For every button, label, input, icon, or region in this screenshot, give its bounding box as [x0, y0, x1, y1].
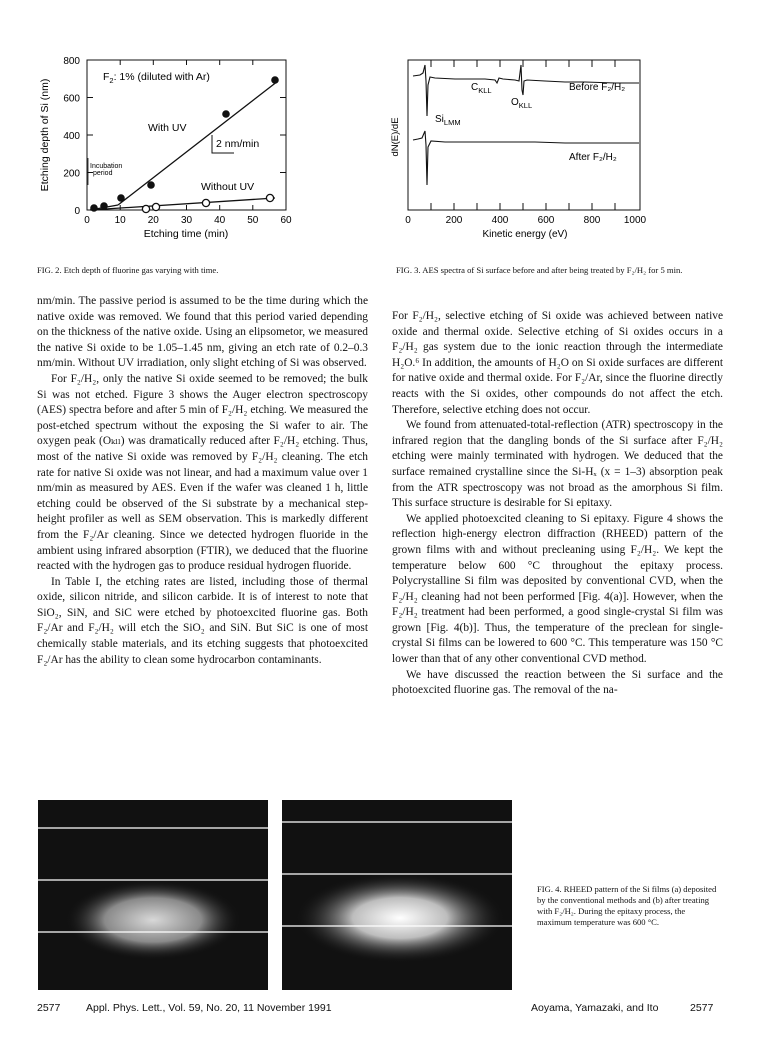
fig2-etch-depth-plot — [30, 45, 300, 260]
fig2-with-uv-point — [117, 194, 125, 202]
fig2-ytick-400: 400 — [63, 131, 80, 142]
fig4b-rheed-image — [282, 800, 512, 990]
fig3-xtick-200: 200 — [445, 215, 463, 226]
fig2-with-uv-point — [271, 76, 279, 84]
fig3-top-ticks — [431, 60, 615, 67]
footer-right-page-number: 2577 — [690, 1002, 714, 1014]
fig2-caption: FIG. 2. Etch depth of fluorine gas varying with time. — [37, 265, 219, 275]
fig2-ytick-800: 800 — [63, 56, 80, 67]
fig2-with-uv-point — [100, 202, 108, 210]
fig2-y-axis-label: Etching depth of Si (nm) — [39, 78, 51, 192]
fig2-without-uv-label: Without UV — [201, 181, 255, 193]
fig3-xtick-1000: 1000 — [623, 215, 647, 226]
fig2-x-axis-label: Etching time (min) — [143, 228, 229, 240]
fig3-okll-label: $O_{KLL}$ — [511, 97, 533, 110]
fig3-after-label: After F₂/H₂ — [569, 152, 617, 163]
left-paragraph-1: nm/min. The passive period is assumed to be the time during which the native oxide was removed. We found that this period varied depending on the thickness of the native oxide. Using an elipsometor, we measured the native Si oxide to be 1.05–1.45 nm, giving an etch rate of 0.2–0.3 nm/min. Without UV irradiation, only slight etching of Si was observed. — [37, 295, 368, 370]
right-text-column — [392, 309, 723, 699]
fig3-caption: FIG. 3. AES spectra of Si surface before and after being treated by F₂/H₂ for 5 min. — [396, 265, 683, 275]
fig2-with-uv-point — [147, 181, 155, 189]
footer-journal-citation: Appl. Phys. Lett., Vol. 59, No. 20, 11 November 1991 — [86, 1002, 332, 1014]
right-paragraph-1: For F₂/H₂, selective etching of Si oxide was achieved between native oxide and thermal oxide. Selective etching of Si oxides occurs in a F₂/H₂ gas system due to the ionic reaction through the intermediate H₂O.⁶ In addition, the amounts of H₂O on Si oxide surfaces are different for native oxide and thermal oxide. For F₂/Ar, since the fluorine directly reacts with the Si oxides, other compounds do not affect the etch. Therefore, selective etching does not occur. — [392, 310, 723, 416]
fig2-legend: $F_2$: 1% (diluted with Ar) — [103, 71, 210, 85]
fig2-incubation-label: Incubation — [90, 163, 123, 170]
fig3-aes-spectra-plot — [385, 45, 665, 240]
fig2-xtick-60: 60 — [280, 215, 292, 226]
left-paragraph-3: In Table I, the etching rates are listed, including those of thermal oxide, silicon nitride, and silicon carbide. It is of interest to note that SiO₂, SiN, and SiC were etched by photoexcited fluorine gas. Both F₂/Ar and F₂/H₂ will etch the SiO₂ and SiN. But SiC is one of most chemically stable materials, and its etching suggests that photoexcited F₂/Ar has the ability to clean some hydrocarbon contaminants. — [37, 575, 368, 666]
fig2-without-uv-point — [152, 203, 159, 210]
right-paragraph-2: We found from attenuated-total-reflection (ATR) spectroscopy in the infrared region that the dangling bonds of the Si surface after F₂/H₂ etching were mainly terminated with hydrogen. We deduced that the surface remained crystalline since the Si-Hₓ (x = 1–3) absorption peak from the ATR spectroscopy was not broad as the amorphous Si film. This surface structure is desirable for Si epitaxy. — [392, 419, 723, 510]
fig4-caption: FIG. 4. RHEED pattern of the Si films (a) deposited by the conventional methods and (b) after treating with F₂/H₂. During the epitaxy process, the maximum temperature was 600 °C. — [537, 884, 717, 927]
fig2-ytick-200: 200 — [63, 168, 80, 180]
fig2-without-uv-point — [266, 194, 273, 201]
fig3-y-axis-label: dN(E)/dE — [390, 117, 401, 157]
fig2-xtick-20: 20 — [147, 215, 159, 226]
fig3-xtick-800: 800 — [583, 215, 601, 226]
fig3-silmm-label: $Si_{LMM}$ — [435, 114, 461, 127]
fig2-without-uv-point — [142, 205, 149, 212]
fig2-period-label: period — [93, 170, 113, 177]
footer-authors: Aoyama, Yamazaki, and Ito — [531, 1002, 659, 1014]
fig2-ytick-600: 600 — [63, 93, 80, 105]
fig3-bottom-ticks — [431, 203, 615, 210]
fig2-xtick-50: 50 — [247, 215, 259, 226]
fig3-before-label: Before F₂/H₂ — [569, 82, 626, 93]
right-paragraph-4: We have discussed the reaction between the Si surface and the photoexcited fluorine gas. The removal of the na- — [392, 668, 723, 697]
fig2-without-uv-point — [202, 199, 209, 206]
right-paragraph-3: We applied photoexcited cleaning to Si epitaxy. Figure 4 shows the reflection high-energy electron diffraction (RHEED) pattern of the grown films with and without precleaning using F₂/H₂. We kept the temperature below 600 °C throughout the epitaxy process. Polycrystalline Si film was deposited by conventional CVD, when the F₂/H₂ cleaning had not been performed [Fig. 4(a)]. However, when the F₂/H₂ treatment had been performed, a good single-crystal Si film was grown [Fig. 4(b)]. Thus, the temperature of the preclean for single-crystal Si films can be lowered to 600 °C. This temperature was 150 °C lower than that of any other conventional CVD method. — [392, 512, 723, 666]
fig2-ytick-0: 0 — [74, 206, 80, 217]
fig3-ckll-label: $C_{KLL}$ — [471, 82, 492, 95]
fig2-xtick-0: 0 — [84, 215, 90, 226]
fig2-xtick-10: 10 — [114, 215, 126, 226]
fig2-with-uv-label: With UV — [148, 122, 187, 134]
fig3-xtick-400: 400 — [491, 215, 509, 226]
fig2-xtick-40: 40 — [214, 215, 226, 226]
fig2-rate-label: 2 nm/min — [216, 138, 260, 150]
fig2-xtick-30: 30 — [180, 215, 193, 226]
fig2-with-uv-point — [222, 110, 230, 118]
left-text-column — [37, 294, 368, 668]
fig2-with-uv-point — [90, 204, 98, 212]
fig3-xtick-600: 600 — [537, 215, 555, 226]
footer-left-page-number: 2577 — [37, 1002, 61, 1014]
left-paragraph-2: For F₂/H₂, only the native Si oxide seemed to be removed; the bulk Si was not etched. Figure 3 shows the Auger electron spectroscopy (AES) spectra before and after 5 min of F₂/H₂ etching. We measured the post-etched spectrum without the exposing the Si wafer to air. The oxygen peak (Oₖₗₗ) was dramatically reduced after F₂/H₂ etching. Thus, most of the native Si oxide was removed by F₂/H₂ cleaning. The etch rate for native Si oxide was not linear, and had a maximum value over 1 nm/min as measured by AES. Even if the wafer was cleaned 1 h, little etching could be observed of the Si substrate by a mechanical step-height profiler as well as SEM observation. This is markedly different from the F₂/Ar cleaning. Since we detected hydrogen fluoride in the ambient using infrared absorption (FTIR), we deduced that the fluorine reacted with the hydrogen gas to produce residual hydrogen fluoride. — [37, 372, 368, 573]
fig3-xtick-0: 0 — [405, 215, 411, 226]
fig4a-rheed-image — [38, 800, 268, 990]
fig3-x-axis-label: Kinetic energy (eV) — [482, 229, 568, 240]
